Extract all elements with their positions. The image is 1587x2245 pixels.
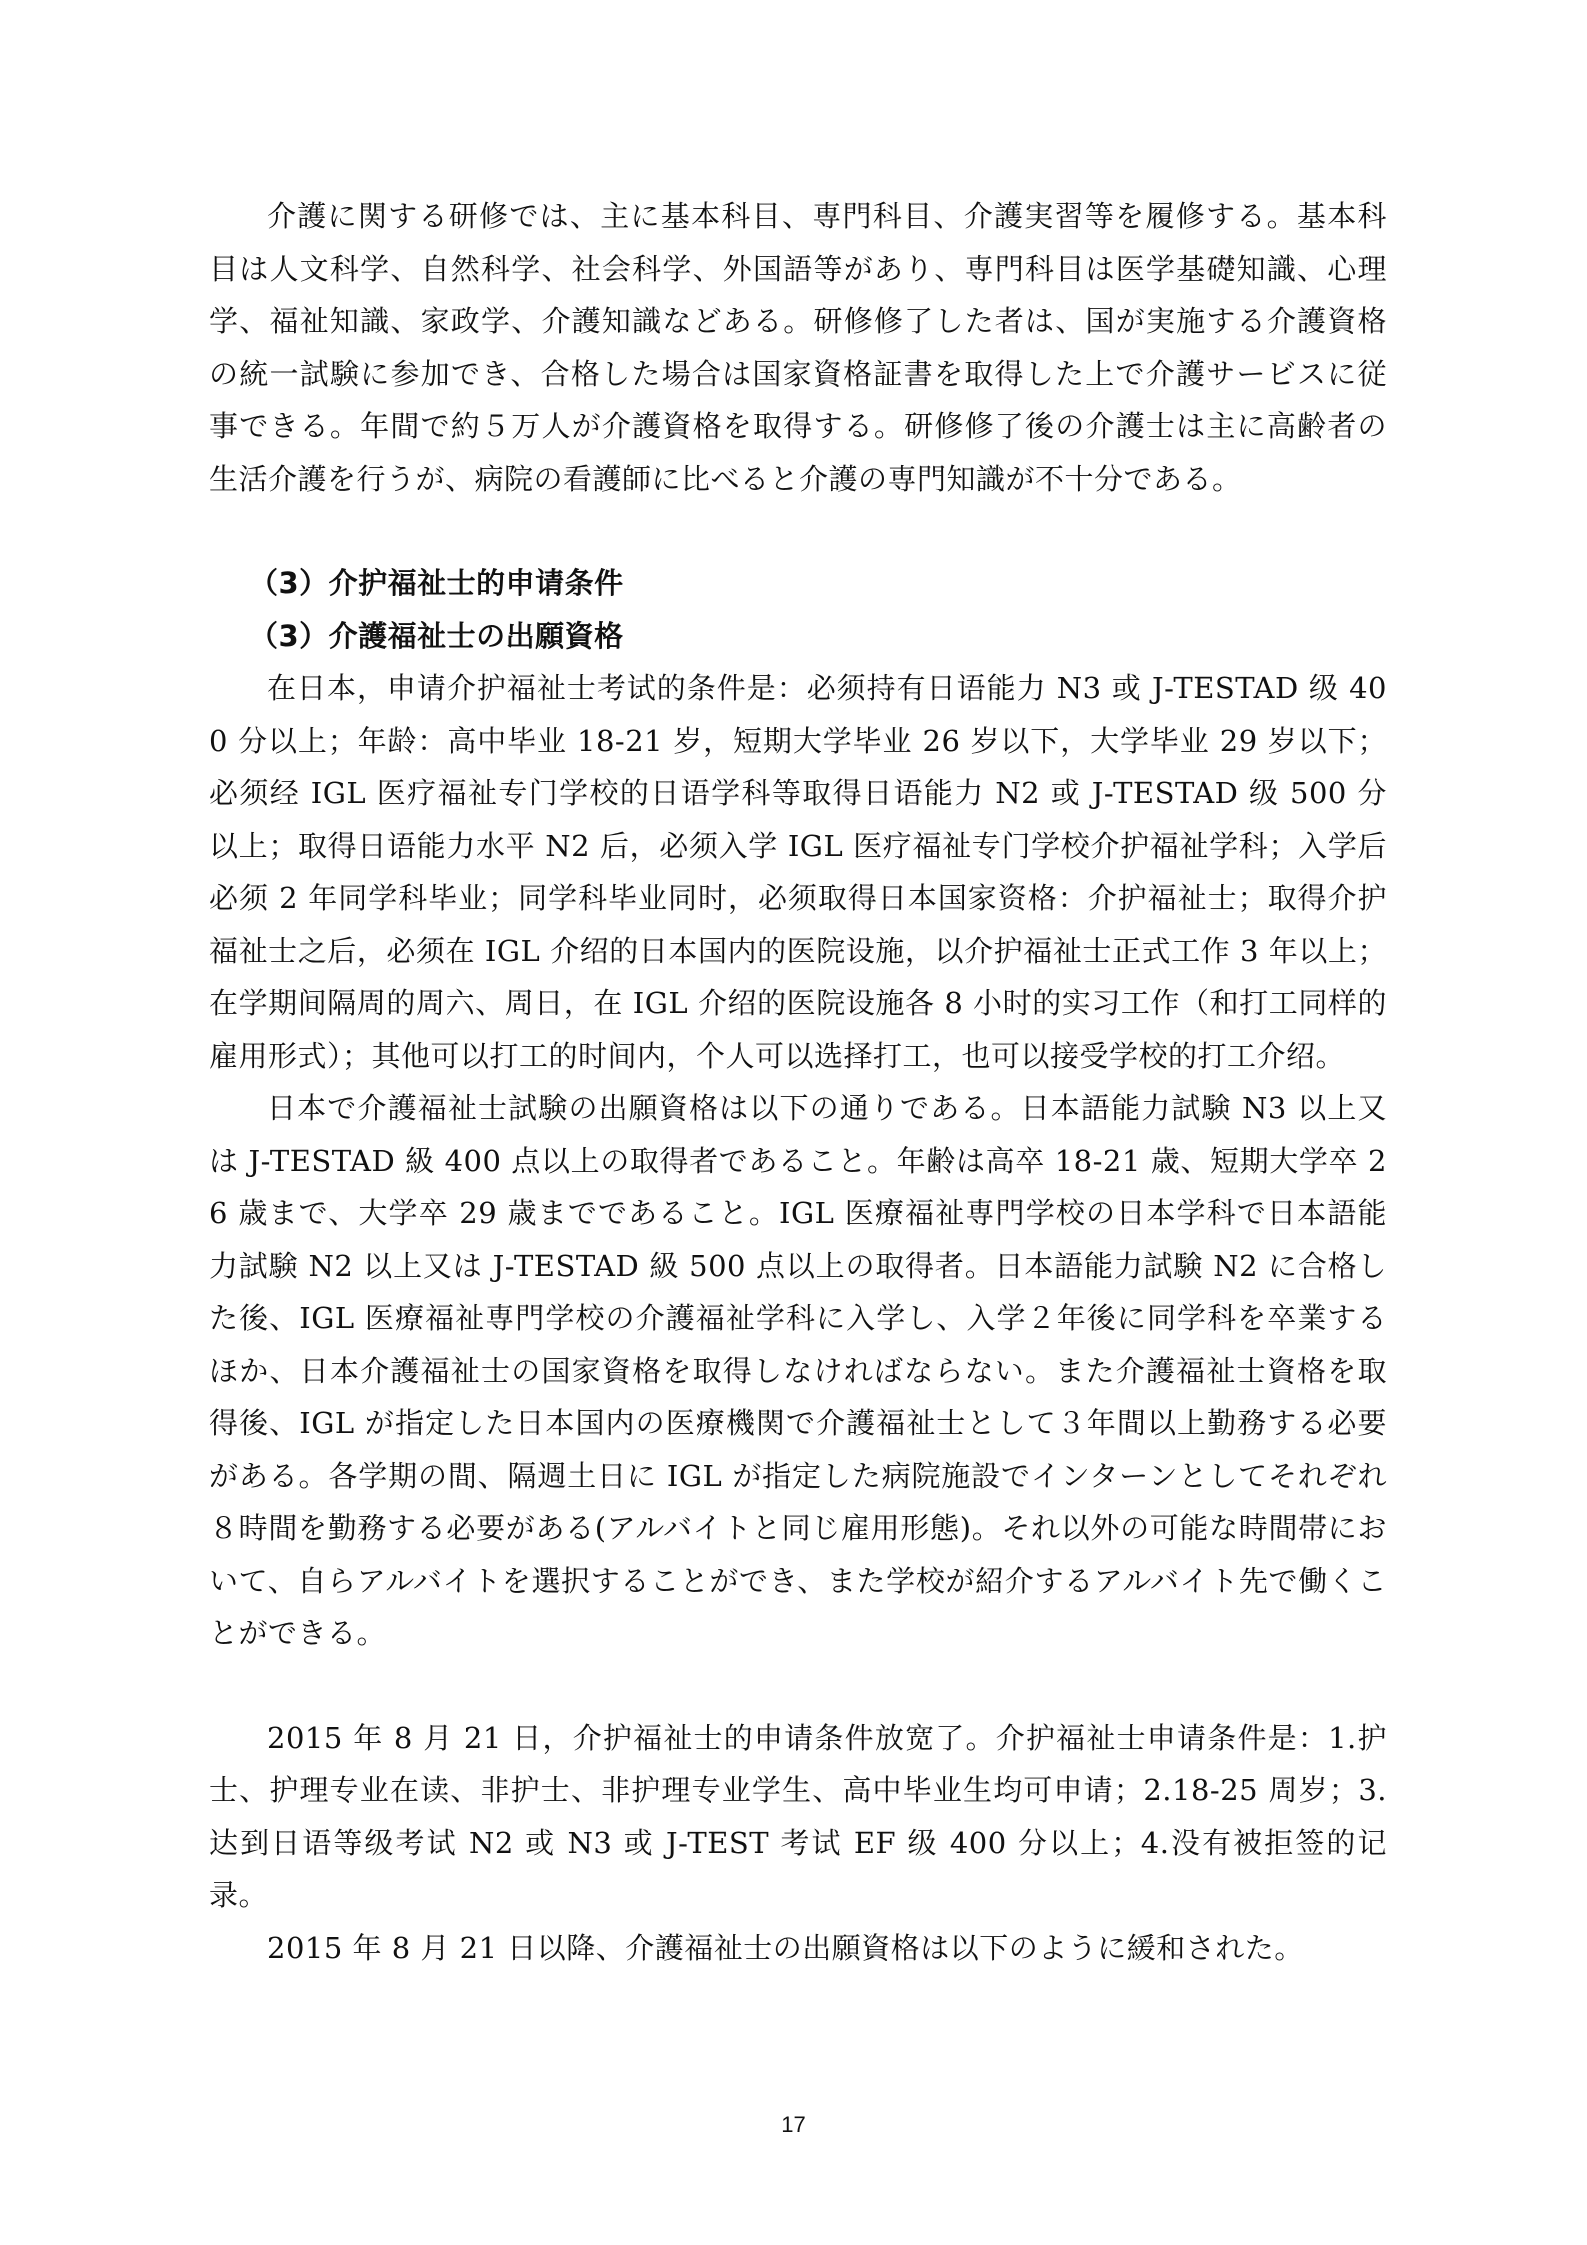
paragraph-relaxed-conditions-japanese: 2015 年 8 月 21 日以降、介護福祉士の出願資格は以下のように緩和された。	[267, 1930, 1304, 1965]
page-number: 17	[781, 2112, 806, 2137]
paragraph-care-training: 介護に関する研修では、主に基本科目、専門科目、介護実習等を履修する。基本科目は人文科学、自然科学、社会科学、外国語等があり、専門科目は医学基礎知識、心理学、福祉知識、家政学、介護知識などある。研修修了した者は、国が実施する介護資格の統一試験に参加でき、合格した場合は国家資格証書を取得した上で介護サービスに従事できる。年間で約５万人が介護資格を取得する。研修修了後の介護士は主に高齢者の生活介護を行うが、病院の看護師に比べると介護の専門知識が不十分である。	[209, 199, 1387, 496]
section-heading-japanese: （3）介護福祉士の出願資格	[249, 618, 624, 653]
document-body	[209, 190, 1387, 1974]
paragraph-relaxed-conditions-chinese: 2015 年 8 月 21 日，介护福祉士的申请条件放宽了。介护福祉士申请条件是：1.护士、护理专业在读、非护士、非护理专业学生、高中毕业生均可申请；2.18-25 周岁；3.达到日语等级考试 N2 或 N3 或 J-TEST 考试 EF 级 400 分以上；4.没有被拒签的记录。	[209, 1720, 1387, 1912]
paragraph-application-conditions-chinese: 在日本，申请介护福祉士考试的条件是：必须持有日语能力 N3 或 J-TESTAD 级 400 分以上；年龄：高中毕业 18-21 岁，短期大学毕业 26 岁以下，大学毕业 29 岁以下；必须经 IGL 医疗福祉专门学校的日语学科等取得日语能力 N2 或 J-TESTAD 级 500 分以上；取得日语能力水平 N2 后，必须入学 IGL 医疗福祉专门学校介护福祉学科；入学后必须 2 年同学科毕业；同学科毕业同时，必须取得日本国家资格：介护福祉士；取得介护福祉士之后，必须在 IGL 介绍的日本国内的医院设施，以介护福祉士正式工作 3 年以上；在学期间隔周的周六、周日，在 IGL 介绍的医院设施各 8 小时的实习工作（和打工同样的雇用形式）；其他可以打工的时间内，个人可以选择打工，也可以接受学校的打工介绍。	[209, 671, 1387, 1073]
section-heading-chinese: （3）介护福祉士的申请条件	[249, 566, 624, 600]
paragraph-application-conditions-japanese: 日本で介護福祉士試験の出願資格は以下の通りである。日本語能力試験 N3 以上又は J-TESTAD 級 400 点以上の取得者であること。年齢は高卒 18-21 歳、短期大学卒 26 歳まで、大学卒 29 歳までであること。IGL 医療福祉専門学校の日本学科で日本語能力試験 N2 以上又は J-TESTAD 級 500 点以上の取得者。日本語能力試験 N2 に合格した後、IGL 医療福祉専門学校の介護福祉学科に入学し、入学２年後に同学科を卒業するほか、日本介護福祉士の国家資格を取得しなければならない。また介護福祉士資格を取得後、IGL が指定した日本国内の医療機関で介護福祉士として３年間以上勤務する必要がある。各学期の間、隔週土日に IGL が指定した病院施設でインターンとしてそれぞれ８時間を勤務する必要がある(アルバイトと同じ雇用形態)。それ以外の可能な時間帯において、自らアルバイトを選択することができ、また学校が紹介するアルバイト先で働くことができる。	[209, 1091, 1387, 1650]
